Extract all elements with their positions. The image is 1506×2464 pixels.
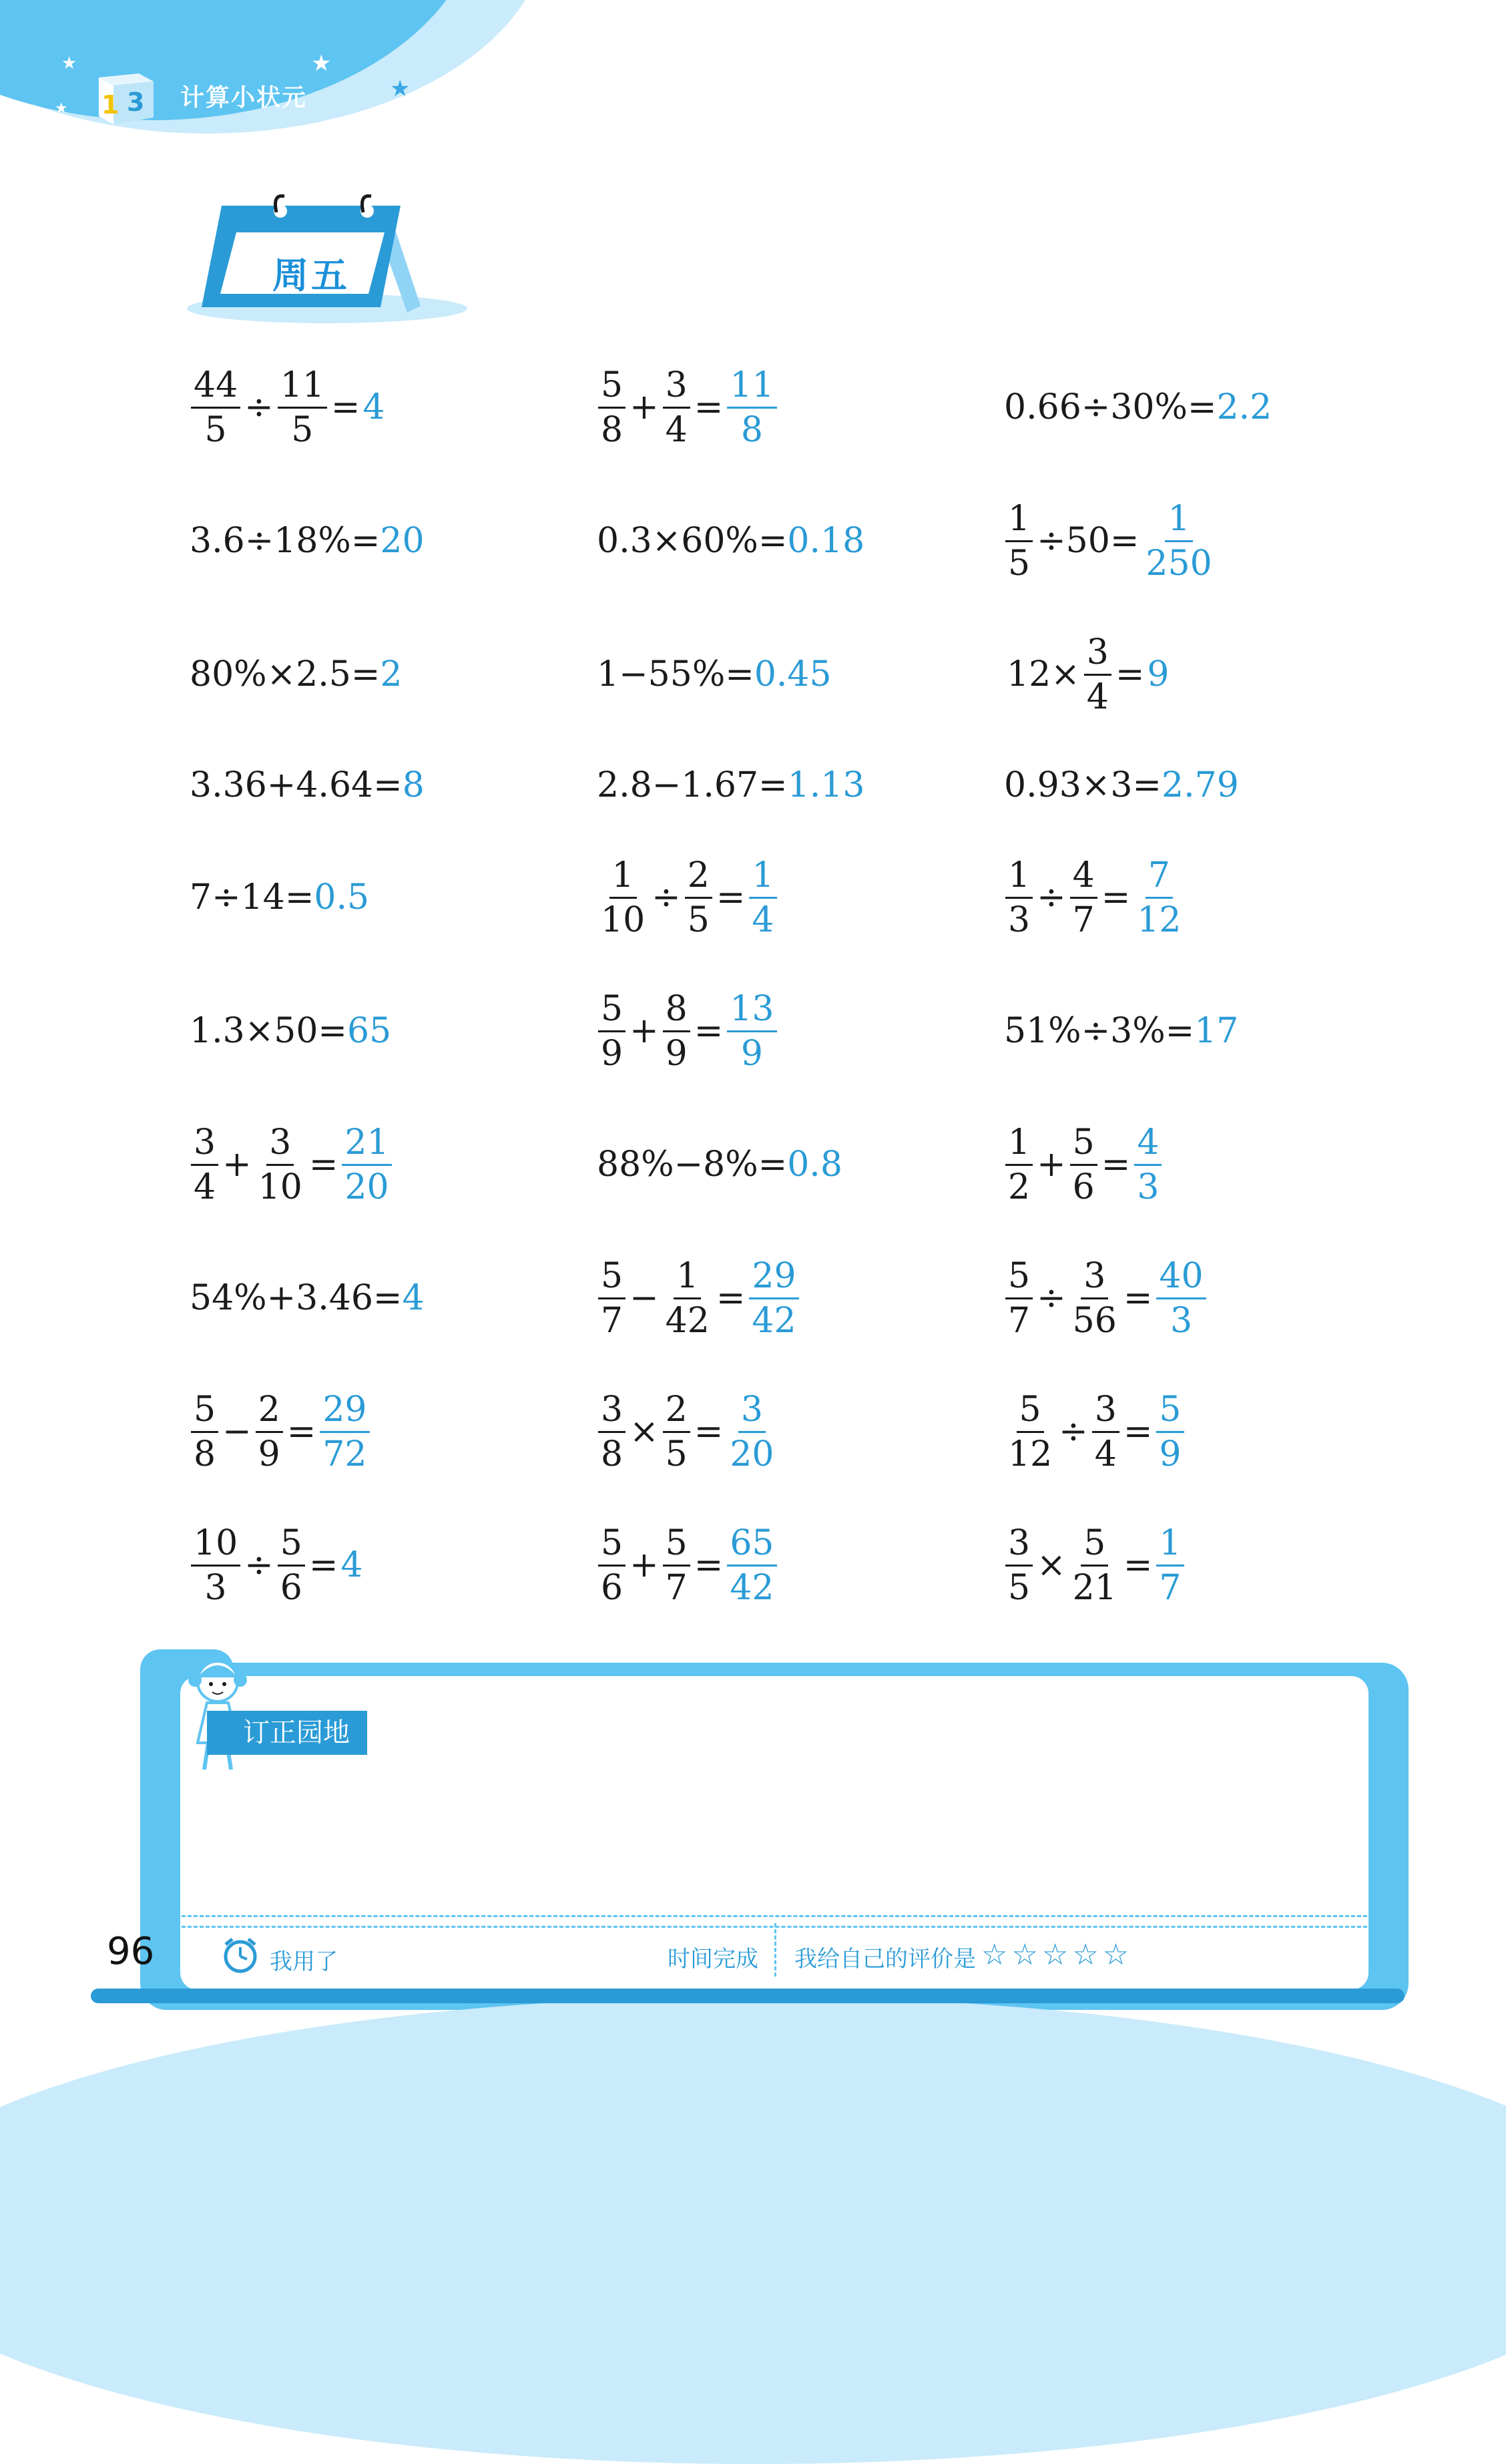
- operator: =: [716, 1278, 746, 1318]
- answer: [1133, 855, 1185, 940]
- fraction-numerator: 11: [278, 368, 327, 409]
- fraction: [598, 365, 625, 450]
- star-icon: ★: [311, 50, 332, 77]
- fraction: [663, 1255, 712, 1341]
- operator: =: [694, 387, 724, 427]
- operator: +: [1037, 1145, 1066, 1185]
- star-icon: ★: [390, 75, 411, 102]
- fraction-denominator: 21: [1072, 1567, 1117, 1608]
- operator: +: [222, 1145, 252, 1185]
- fraction-denominator: 6: [280, 1567, 302, 1608]
- fraction: [278, 365, 327, 450]
- fraction-numerator: 3: [1081, 1259, 1108, 1299]
- fraction: [256, 1122, 305, 1207]
- fraction: [1005, 1389, 1055, 1474]
- fraction-denominator: 9: [740, 1033, 763, 1074]
- fraction-denominator: 4: [665, 409, 688, 450]
- answer: [340, 1545, 362, 1585]
- self-rating-label: 我给自己的评价是: [794, 1946, 976, 1973]
- fraction-denominator: 5: [1008, 1567, 1031, 1608]
- fraction: [191, 1122, 218, 1207]
- rating-stars[interactable]: ☆☆☆☆☆: [981, 1938, 1134, 1972]
- expression-text: 88%−8%=: [597, 1145, 788, 1185]
- operator: ÷: [244, 387, 274, 427]
- fraction: [320, 1389, 369, 1474]
- fraction-numerator: 5: [1081, 1526, 1108, 1567]
- fraction-numerator: 2: [256, 1392, 283, 1433]
- cube-icon: [92, 64, 159, 126]
- fraction-numerator: 5: [598, 1526, 625, 1567]
- fraction-numerator: 3: [738, 1392, 766, 1433]
- answer: [1155, 1255, 1207, 1341]
- expression-text: 3.6÷18%=: [190, 521, 381, 561]
- exercise-item: [1004, 991, 1238, 1071]
- fraction-numerator: 3: [1084, 635, 1111, 676]
- answer: [380, 521, 424, 561]
- expression-text: 0.93×3=: [1004, 765, 1162, 805]
- fraction-denominator: 3: [1008, 899, 1031, 940]
- operator: =: [308, 1545, 338, 1585]
- fraction: [1070, 1522, 1119, 1608]
- fraction-numerator: 5: [663, 1526, 690, 1567]
- fraction-numerator: 1: [1005, 1125, 1033, 1166]
- fraction-denominator: 250: [1146, 543, 1212, 584]
- fraction-numerator: 5: [598, 1259, 625, 1299]
- fraction-numerator: 13: [727, 992, 776, 1032]
- operator: =: [1115, 654, 1145, 694]
- fraction: [1156, 1255, 1206, 1341]
- exercise-item: [190, 501, 425, 581]
- footer-divider: [774, 1923, 776, 1977]
- expression-text: 17: [1194, 1011, 1239, 1051]
- fraction-numerator: 3: [191, 1125, 218, 1166]
- answer: [1155, 1389, 1185, 1474]
- expression-text: 0.18: [787, 521, 865, 561]
- exercise-item: [1004, 745, 1239, 825]
- answer: [363, 387, 385, 427]
- fraction: [1134, 855, 1184, 940]
- operator: =: [1123, 1545, 1153, 1585]
- expression-text: 65: [347, 1011, 392, 1051]
- exercise-item: [190, 991, 391, 1071]
- fraction: [685, 855, 712, 940]
- fraction: [727, 365, 776, 450]
- star-icon: ★: [61, 53, 77, 73]
- fraction-denominator: 42: [752, 1300, 796, 1341]
- page-number: 96: [107, 1930, 155, 1973]
- expression-text: 2: [380, 654, 403, 694]
- fraction-numerator: 1: [1165, 501, 1192, 542]
- fraction-denominator: 8: [194, 1434, 216, 1474]
- exercise-item: [597, 745, 864, 825]
- answer: [1133, 1122, 1163, 1207]
- exercise-item: [597, 988, 778, 1074]
- fraction-numerator: 29: [749, 1259, 798, 1299]
- expression-text: 20: [380, 521, 425, 561]
- exercise-item: [1004, 498, 1216, 584]
- operator: ÷: [1059, 1412, 1088, 1452]
- fraction-denominator: 4: [1086, 676, 1109, 717]
- expression-text: 7÷14=: [190, 877, 314, 917]
- fraction-denominator: 3: [1170, 1300, 1193, 1341]
- fraction: [1134, 1122, 1162, 1207]
- fraction-denominator: 3: [204, 1567, 227, 1608]
- operator: =: [716, 877, 746, 917]
- fraction: [342, 1122, 391, 1207]
- fraction: [1156, 1389, 1184, 1474]
- exercise-item: [1004, 1255, 1208, 1341]
- fraction: [598, 1522, 625, 1608]
- exercise-item: [1004, 367, 1272, 447]
- fraction-numerator: 5: [1017, 1392, 1044, 1433]
- expression-text: 2.8−1.67=: [597, 765, 788, 805]
- exercise-item: [597, 1124, 842, 1205]
- fraction: [1143, 498, 1214, 584]
- operator: =: [1101, 877, 1131, 917]
- fraction-numerator: 1: [1005, 858, 1033, 899]
- operator: =: [1123, 1412, 1153, 1452]
- fraction: [1070, 1122, 1097, 1207]
- exercise-item: [190, 745, 425, 825]
- fraction-denominator: 3: [1137, 1167, 1160, 1207]
- operator: =: [1123, 1278, 1153, 1318]
- star-icon: ★: [55, 100, 68, 117]
- fraction: [191, 365, 240, 450]
- answer: [748, 855, 778, 940]
- answer: [1217, 387, 1272, 427]
- fraction: [1005, 498, 1033, 584]
- expression-text: 9: [1147, 654, 1170, 694]
- answer: [788, 765, 865, 805]
- fraction-numerator: 8: [663, 992, 690, 1032]
- exercise-item: [597, 1389, 778, 1474]
- fraction: [663, 365, 690, 450]
- fraction: [663, 988, 690, 1074]
- exercise-item: [1004, 1522, 1186, 1608]
- fraction: [727, 1389, 776, 1474]
- expression-text: 8: [402, 765, 425, 805]
- fraction: [1070, 855, 1097, 940]
- operator: =: [286, 1412, 316, 1452]
- fraction: [1005, 1255, 1033, 1341]
- fraction-denominator: 7: [665, 1567, 688, 1608]
- fraction-numerator: 29: [320, 1392, 369, 1433]
- fraction-denominator: 5: [687, 899, 710, 940]
- exercise-item: [190, 365, 385, 450]
- exercise-item: [1004, 857, 1186, 938]
- fraction-denominator: 12: [1137, 899, 1182, 940]
- fraction: [1070, 1255, 1119, 1341]
- answer: [748, 1255, 800, 1341]
- fraction-numerator: 3: [1092, 1392, 1119, 1433]
- expression-text: 0.3×60%=: [597, 521, 788, 561]
- answer: [787, 1145, 842, 1185]
- fraction-numerator: 3: [266, 1125, 294, 1166]
- operator: ÷50=: [1037, 521, 1140, 561]
- answer: [380, 654, 402, 694]
- operator: =: [330, 387, 360, 427]
- expression-text: 4: [362, 387, 385, 427]
- dashed-line: [182, 1915, 1367, 1917]
- fraction-denominator: 8: [740, 409, 763, 450]
- exercise-item: [190, 857, 369, 938]
- expression-text: 1.3×50=: [190, 1011, 348, 1051]
- operator: 12×: [1007, 654, 1080, 694]
- fraction-numerator: 5: [1070, 1125, 1097, 1166]
- fraction-denominator: 7: [1008, 1300, 1031, 1341]
- expression-text: 4: [402, 1278, 425, 1318]
- fraction: [1005, 1522, 1033, 1608]
- fraction-numerator: 3: [663, 368, 690, 409]
- fraction-denominator: 9: [1159, 1434, 1182, 1474]
- fraction-denominator: 6: [1072, 1167, 1095, 1207]
- fraction: [191, 1389, 218, 1474]
- fraction: [1092, 1389, 1119, 1474]
- alarm-clock-icon: [222, 1936, 259, 1974]
- fraction-denominator: 5: [665, 1434, 688, 1474]
- fraction-denominator: 5: [1008, 543, 1031, 584]
- fraction-denominator: 5: [204, 409, 227, 450]
- fraction-denominator: 7: [601, 1300, 623, 1341]
- answer: [726, 1389, 778, 1474]
- fraction-denominator: 72: [322, 1434, 367, 1474]
- answer: [754, 654, 832, 694]
- fraction: [727, 1522, 776, 1608]
- fraction-denominator: 7: [1159, 1567, 1182, 1608]
- fraction-numerator: 11: [727, 368, 776, 409]
- expression-text: 3.36+4.64=: [190, 765, 403, 805]
- answer: [403, 1278, 425, 1318]
- fraction: [749, 1255, 798, 1341]
- fraction-numerator: 2: [685, 858, 712, 899]
- fraction-numerator: 10: [191, 1526, 240, 1567]
- expression-text: 2.79: [1162, 765, 1239, 805]
- operator: =: [694, 1412, 724, 1452]
- fraction: [1005, 1122, 1033, 1207]
- fraction-denominator: 9: [665, 1033, 688, 1074]
- fraction-denominator: 56: [1072, 1300, 1117, 1341]
- exercise-item: [597, 634, 832, 714]
- fraction: [278, 1522, 305, 1608]
- answer: [340, 1122, 393, 1207]
- operator: ÷: [652, 877, 681, 917]
- fraction: [1005, 855, 1033, 940]
- fraction-numerator: 1: [1156, 1526, 1184, 1567]
- time-used-suffix: 时间完成: [668, 1946, 758, 1973]
- fraction-numerator: 1: [609, 858, 637, 899]
- fraction: [598, 1389, 625, 1474]
- expression-text: 54%+3.46=: [190, 1278, 403, 1318]
- answer: [1142, 498, 1216, 584]
- expression-text: 1−55%=: [597, 654, 754, 694]
- answer: [787, 521, 864, 561]
- exercise-item: [597, 857, 778, 938]
- fraction: [749, 855, 776, 940]
- operator: ×: [1037, 1545, 1066, 1585]
- expression-text: 4: [340, 1545, 363, 1585]
- fraction-numerator: 5: [1156, 1392, 1184, 1433]
- fraction-numerator: 1: [674, 1259, 701, 1299]
- fraction-denominator: 10: [258, 1167, 302, 1207]
- fraction: [1084, 632, 1111, 717]
- fraction-denominator: 20: [344, 1167, 389, 1207]
- fraction-denominator: 10: [601, 899, 646, 940]
- answer: [314, 877, 369, 917]
- fraction-denominator: 8: [601, 1434, 623, 1474]
- fraction-numerator: 5: [598, 992, 625, 1032]
- operator: =: [694, 1011, 724, 1051]
- header-title: 计算小状元: [180, 84, 308, 112]
- fraction-denominator: 9: [258, 1434, 280, 1474]
- answer: [347, 1011, 391, 1051]
- fraction: [191, 1522, 240, 1608]
- svg-text:3: 3: [127, 87, 145, 117]
- fraction-numerator: 1: [749, 858, 776, 899]
- operator: −: [222, 1412, 252, 1452]
- expression-text: 0.8: [787, 1145, 842, 1185]
- correction-label: 订正园地: [207, 1711, 367, 1755]
- operator: =: [694, 1545, 724, 1585]
- fraction-denominator: 8: [601, 409, 623, 450]
- answer: [1162, 765, 1239, 805]
- expression-text: 0.66÷30%=: [1004, 387, 1217, 427]
- fraction: [256, 1389, 283, 1474]
- operator: +: [630, 1011, 659, 1051]
- fraction-numerator: 5: [1005, 1259, 1033, 1299]
- expression-text: 1.13: [787, 765, 865, 805]
- time-used-prefix: 我用了: [270, 1948, 338, 1975]
- exercise-item: [190, 1258, 425, 1338]
- fraction-numerator: 3: [1005, 1526, 1033, 1567]
- fraction-numerator: 4: [1134, 1125, 1162, 1166]
- answer: [403, 765, 425, 805]
- svg-text:1: 1: [101, 90, 119, 120]
- fraction-numerator: 44: [191, 368, 240, 409]
- fraction-denominator: 6: [601, 1567, 623, 1608]
- answer: [1147, 654, 1169, 694]
- fraction-denominator: 4: [1094, 1434, 1117, 1474]
- fraction-numerator: 5: [191, 1392, 218, 1433]
- exercise-item: [190, 1389, 371, 1474]
- expression-text: 2.2: [1216, 387, 1272, 427]
- answer: [726, 988, 778, 1074]
- fraction-denominator: 5: [291, 409, 314, 450]
- fraction-numerator: 21: [342, 1125, 391, 1166]
- operator: ÷: [244, 1545, 274, 1585]
- exercise-item: [597, 1522, 778, 1608]
- exercise-item: [190, 1124, 393, 1205]
- footer-background: [0, 1997, 1506, 2464]
- exercise-item: [597, 365, 778, 450]
- fraction: [663, 1522, 690, 1608]
- operator: ÷: [1037, 877, 1066, 917]
- fraction-numerator: 2: [663, 1392, 690, 1433]
- base-bar: [91, 1989, 1405, 2003]
- calendar-label: 周五: [272, 254, 350, 296]
- exercise-item: [190, 1522, 363, 1608]
- answer: [1155, 1522, 1185, 1608]
- exercise-item: [190, 634, 403, 714]
- fraction-numerator: 1: [1005, 501, 1033, 542]
- fraction-denominator: 20: [730, 1434, 774, 1474]
- fraction-denominator: 12: [1008, 1434, 1053, 1474]
- fraction-denominator: 42: [730, 1567, 774, 1608]
- fraction: [727, 988, 776, 1074]
- fraction-denominator: 42: [665, 1300, 710, 1341]
- fraction-numerator: 7: [1146, 858, 1173, 899]
- exercise-item: [597, 1255, 800, 1341]
- fraction-numerator: 65: [727, 1526, 776, 1567]
- answer: [1194, 1011, 1238, 1051]
- expression-text: 0.45: [754, 654, 832, 694]
- fraction-denominator: 4: [752, 899, 774, 940]
- answer: [726, 1522, 778, 1608]
- operator: =: [308, 1145, 338, 1185]
- fraction-numerator: 5: [278, 1526, 305, 1567]
- operator: =: [1101, 1145, 1131, 1185]
- fraction-numerator: 5: [598, 368, 625, 409]
- answer: [318, 1389, 370, 1474]
- fraction: [598, 1255, 625, 1341]
- fraction-numerator: 4: [1070, 858, 1097, 899]
- exercise-item: [1004, 1124, 1163, 1205]
- fraction: [663, 1389, 690, 1474]
- expression-text: 0.5: [314, 877, 370, 917]
- operator: ÷: [1037, 1278, 1066, 1318]
- answer: [726, 365, 778, 450]
- fraction-denominator: 4: [194, 1167, 216, 1207]
- fraction-denominator: 9: [601, 1033, 623, 1074]
- operator: +: [630, 387, 659, 427]
- fraction-denominator: 7: [1072, 899, 1095, 940]
- fraction-denominator: 2: [1008, 1167, 1031, 1207]
- exercise-item: [597, 501, 864, 581]
- operator: ×: [630, 1412, 659, 1452]
- expression-text: 80%×2.5=: [190, 654, 381, 694]
- fraction-numerator: 3: [598, 1392, 625, 1433]
- fraction: [598, 855, 648, 940]
- fraction: [1156, 1522, 1184, 1608]
- operator: −: [630, 1278, 659, 1318]
- operator: +: [630, 1545, 659, 1585]
- expression-text: 51%÷3%=: [1004, 1011, 1195, 1051]
- exercise-item: [1004, 1389, 1186, 1474]
- exercise-item: [1004, 632, 1170, 717]
- fraction-numerator: 40: [1156, 1259, 1206, 1299]
- fraction: [598, 988, 625, 1074]
